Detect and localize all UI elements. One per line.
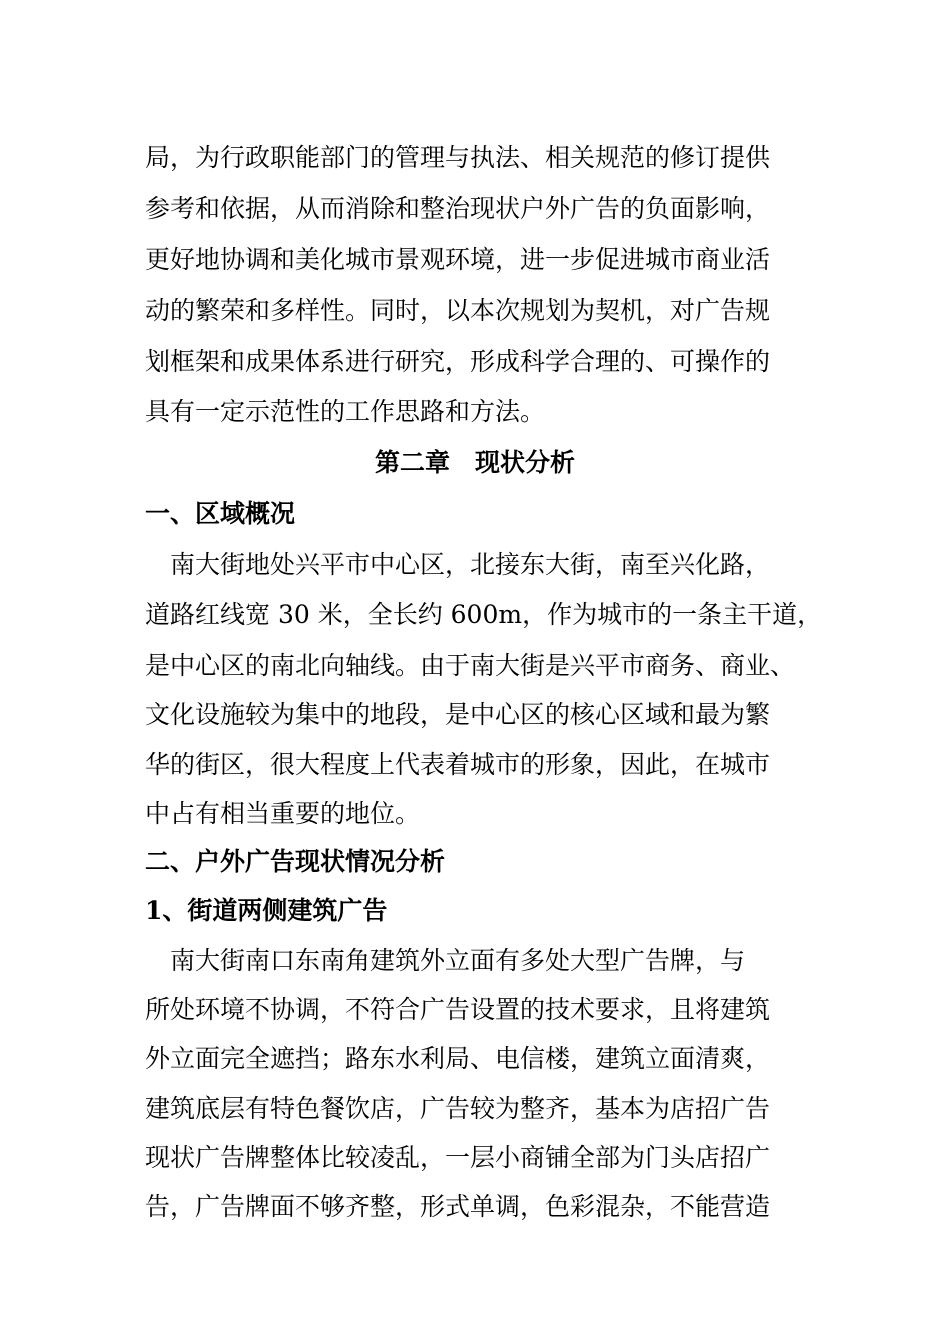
paragraph-line: 划框架和成果体系进行研究，形成科学合理的、可操作的 (145, 347, 771, 376)
section-heading: 一、区域概况 (145, 499, 296, 528)
paragraph-line: 更好地协调和美化城市景观环境，进一步促进城市商业活 (145, 245, 771, 274)
paragraph-line: 文化设施较为集中的地段，是中心区的核心区域和最为繁 (145, 700, 771, 729)
paragraph-line: 是中心区的南北向轴线。由于南大街是兴平市商务、商业、 (145, 651, 796, 680)
subsection-heading: 1、街道两侧建筑广告 (145, 896, 388, 925)
paragraph-line: 道路红线宽 30 米，全长约 600m，作为城市的一条主干道， (145, 600, 823, 629)
chapter-title: 第二章 现状分析 (374, 448, 575, 477)
paragraph-line: 局，为行政职能部门的管理与执法、相关规范的修订提供 (145, 143, 771, 172)
paragraph-line: 告，广告牌面不够齐整，形式单调，色彩混杂，不能营造 (145, 1192, 771, 1221)
paragraph-line: 南大街南口东南角建筑外立面有多处大型广告牌，与 (145, 946, 746, 975)
paragraph-line: 南大街地处兴平市中心区，北接东大街，南至兴化路， (145, 550, 771, 579)
paragraph-line: 所处环境不协调，不符合广告设置的技术要求，且将建筑 (145, 995, 771, 1024)
paragraph-line: 具有一定示范性的工作思路和方法。 (145, 397, 546, 426)
paragraph-line: 中占有相当重要的地位。 (145, 799, 421, 828)
section-heading: 二、户外广告现状情况分析 (145, 847, 446, 876)
paragraph-line: 参考和依据，从而消除和整治现状户外广告的负面影响， (145, 194, 771, 223)
paragraph-line: 外立面完全遮挡；路东水利局、电信楼，建筑立面清爽， (145, 1044, 771, 1073)
paragraph-line: 建筑底层有特色餐饮店，广告较为整齐，基本为店招广告 (145, 1094, 771, 1123)
paragraph-line: 华的街区，很大程度上代表着城市的形象，因此，在城市 (145, 750, 771, 779)
paragraph-line: 现状广告牌整体比较凌乱，一层小商铺全部为门头店招广 (145, 1143, 771, 1172)
paragraph-line: 动的繁荣和多样性。同时，以本次规划为契机，对广告规 (145, 296, 771, 325)
